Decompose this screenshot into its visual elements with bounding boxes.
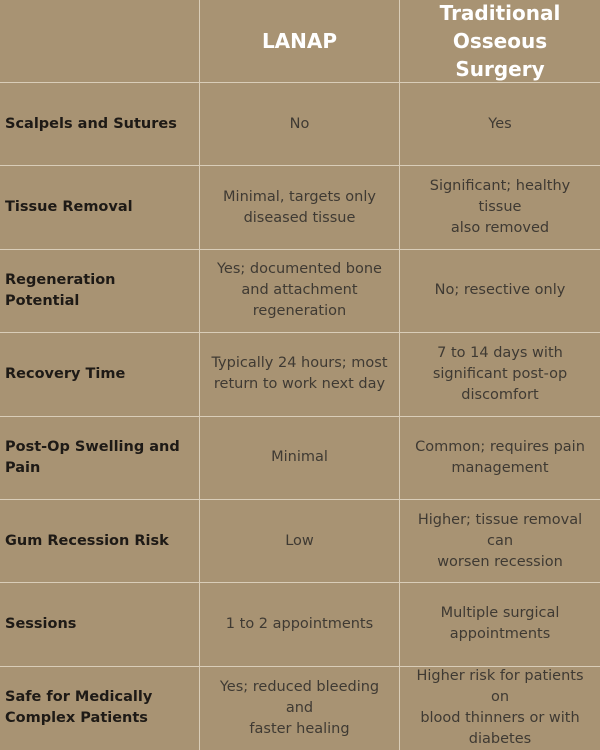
row-label-cell-text [5, 437, 193, 479]
lanap-value-cell-text [217, 259, 382, 322]
column-header-lanap-label: LANAP [261, 29, 338, 53]
lanap-value-cell [200, 250, 400, 333]
row-label-cell-text [5, 114, 177, 135]
traditional-value-cell [400, 250, 600, 333]
header-corner-cell [0, 0, 200, 83]
traditional-value-cell-text [435, 280, 566, 301]
text-line: Tissue Removal [5, 199, 133, 216]
lanap-value-cell [200, 166, 400, 249]
lanap-value-cell-text [285, 531, 314, 552]
lanap-value-cell [200, 83, 400, 166]
text-line: Minimal [271, 449, 328, 466]
text-line: Yes [488, 115, 512, 132]
text-line: return to work next day [213, 376, 386, 393]
lanap-value-cell-text [211, 353, 387, 395]
column-header-traditional-line-2: Osseous Surgery [452, 29, 548, 81]
text-line: Sessions [5, 615, 77, 632]
text-line: Yes; documented bone [217, 261, 382, 278]
text-line: Higher risk for patients on [416, 668, 584, 706]
lanap-value-cell-text [226, 614, 373, 635]
text-line: Typically 24 hours; most [211, 355, 388, 372]
text-line: Gum Recession Risk [5, 532, 169, 549]
text-line: blood thinners or with [420, 710, 580, 727]
traditional-value-cell [400, 333, 600, 416]
row-label-cell [0, 333, 200, 416]
traditional-value-cell-text [433, 343, 567, 406]
text-line: management [451, 459, 549, 476]
text-line: Minimal, targets only [223, 188, 376, 205]
text-line: Common; requires pain [415, 438, 585, 455]
text-line: and attachment [241, 282, 358, 299]
text-line: Scalpels and Sutures [5, 115, 177, 132]
traditional-value-cell-text [406, 176, 594, 239]
traditional-value-cell [400, 417, 600, 500]
traditional-value-cell [400, 667, 600, 750]
lanap-value-cell-text [271, 447, 328, 468]
text-line: Yes; reduced bleeding and [219, 678, 380, 716]
row-label-cell [0, 583, 200, 666]
traditional-value-cell-text [488, 114, 511, 135]
row-label-cell [0, 166, 200, 249]
lanap-value-cell [200, 333, 400, 416]
column-header-traditional-line-1: Traditional [439, 1, 561, 25]
text-line: Low [285, 532, 314, 549]
text-line: Regeneration Potential [5, 271, 116, 309]
text-line: Recovery Time [5, 365, 126, 382]
text-line: Post-Op Swelling and Pain [5, 438, 180, 476]
text-line: worsen recession [437, 553, 563, 570]
text-line: discomfort [461, 386, 539, 403]
text-line: No [289, 115, 310, 132]
row-label-cell-text [5, 270, 193, 312]
lanap-value-cell [200, 500, 400, 583]
lanap-value-cell-text [223, 187, 376, 229]
text-line: Complex Patients [5, 710, 148, 727]
row-label-cell-text [5, 197, 133, 218]
row-label-cell [0, 417, 200, 500]
text-line: regeneration [252, 303, 347, 320]
text-line: significant post-op [432, 365, 568, 382]
row-label-cell-text [5, 531, 169, 552]
traditional-value-cell-text [406, 666, 594, 750]
text-line: Safe for Medically [5, 689, 153, 706]
row-label-cell [0, 250, 200, 333]
traditional-value-cell [400, 166, 600, 249]
lanap-value-cell [200, 417, 400, 500]
traditional-value-cell-text [415, 437, 585, 479]
row-label-cell [0, 500, 200, 583]
traditional-value-cell [400, 83, 600, 166]
text-line: appointments [449, 626, 551, 643]
column-header-lanap [200, 0, 400, 83]
row-label-cell [0, 83, 200, 166]
traditional-value-cell [400, 583, 600, 666]
lanap-value-cell [200, 667, 400, 750]
text-line: diseased tissue [243, 209, 356, 226]
traditional-value-cell-text [441, 603, 560, 645]
lanap-value-cell [200, 583, 400, 666]
text-line: 1 to 2 appointments [225, 615, 374, 632]
row-label-cell-text [5, 614, 76, 635]
row-label-cell-text [5, 687, 152, 729]
text-line: No; resective only [434, 282, 566, 299]
text-line: Higher; tissue removal can [417, 511, 583, 549]
traditional-value-cell-text [406, 510, 594, 573]
text-line: Multiple surgical [440, 605, 560, 622]
text-line: 7 to 14 days with [437, 344, 563, 361]
text-line: also removed [450, 220, 550, 237]
lanap-value-cell-text [290, 114, 310, 135]
text-line: faster healing [249, 720, 350, 737]
row-label-cell [0, 667, 200, 750]
row-label-cell-text [5, 364, 125, 385]
column-header-traditional [400, 0, 600, 83]
text-line: diabetes [468, 731, 532, 748]
text-line: Significant; healthy tissue [429, 178, 571, 216]
traditional-value-cell [400, 500, 600, 583]
lanap-value-cell-text [206, 677, 393, 740]
